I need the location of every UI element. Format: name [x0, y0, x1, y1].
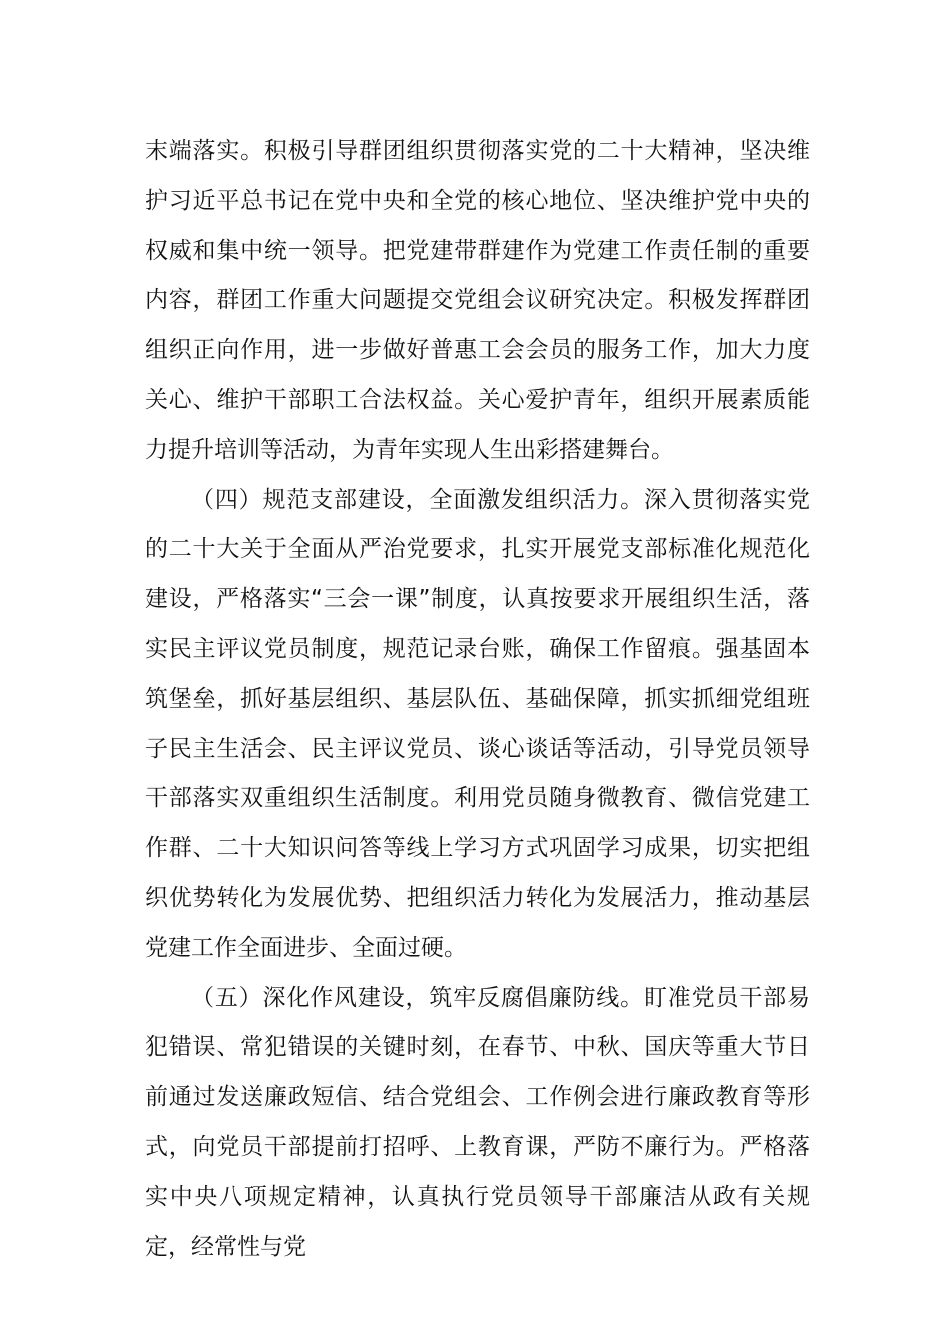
paragraph-section-4: （四）规范支部建设，全面激发组织活力。深入贯彻落实党的二十大关于全面从严治党要求，扎实开展党支部标准化规范化建设，严格落实“三会一课”制度，认真按要求开展组织生活，落实民主评议党员制度，规范记录台账，确保工作留痕。强基固本筑堡垒，抓好基层组织、基层队伍、基础保障，抓实抓细党组班子民主生活会、民主评议党员、谈心谈话等活动，引导党员领导干部落实双重组织生活制度。利用党员随身微教育、微信党建工作群、二十大知识问答等线上学习方式巩固学习成果，切实把组织优势转化为发展优势、把组织活力转化为发展活力，推动基层党建工作全面进步、全面过硬。 — [145, 486, 810, 961]
document-body — [145, 127, 810, 1272]
paragraph-continuation: 末端落实。积极引导群团组织贯彻落实党的二十大精神，坚决维护习近平总书记在党中央和全党的核心地位、坚决维护党中央的权威和集中统一领导。把党建带群建作为党建工作责任制的重要内容，群团工作重大问题提交党组会议研究决定。积极发挥群团组织正向作用，进一步做好普惠工会会员的服务工作，加大力度关心、维护干部职工合法权益。关心爱护青年，组织开展素质能力提升培训等活动，为青年实现人生出彩搭建舞台。 — [145, 138, 810, 463]
paragraph-section-5: （五）深化作风建设，筑牢反腐倡廉防线。盯准党员干部易犯错误、常犯错误的关键时刻，在春节、中秋、国庆等重大节日前通过发送廉政短信、结合党组会、工作例会进行廉政教育等形式，向党员干部提前打招呼、上教育课，严防不廉行为。严格落实中央八项规定精神，认真执行党员领导干部廉洁从政有关规定，经常性与党 — [145, 984, 810, 1260]
